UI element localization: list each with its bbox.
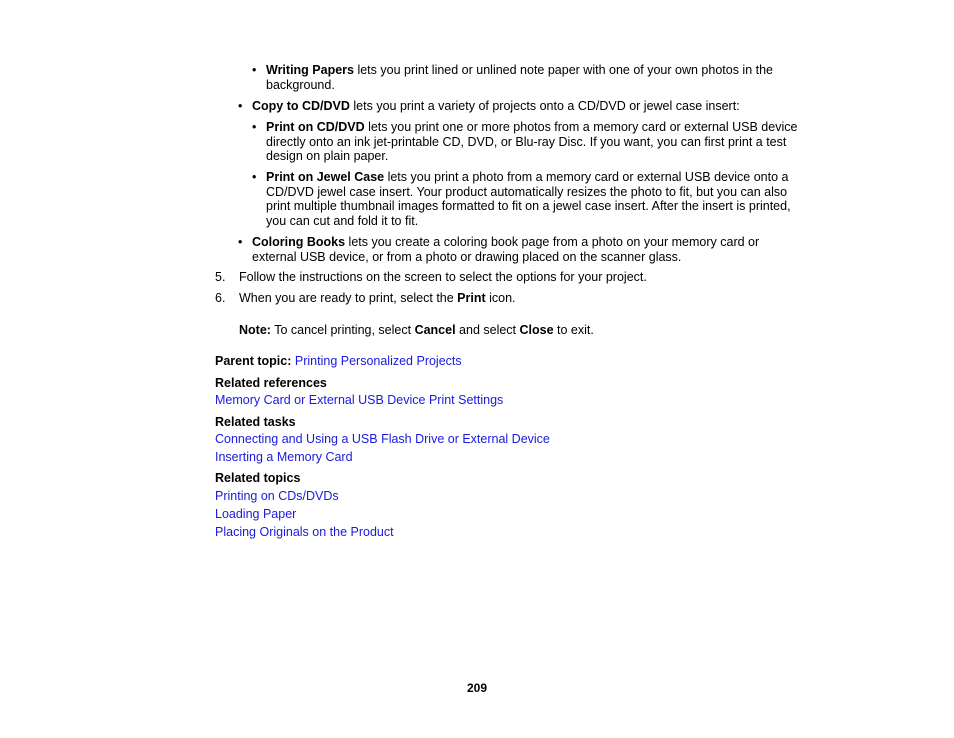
link-placing-originals[interactable]: Placing Originals on the Product <box>215 525 394 539</box>
bullet-text <box>266 63 773 92</box>
step-number: 6. <box>215 291 226 305</box>
term-jewel-case: Print on Jewel Case <box>266 170 385 184</box>
link-usb-flash-drive[interactable]: Connecting and Using a USB Flash Drive or External Device <box>215 432 550 446</box>
bullet-symbol: • <box>238 235 243 249</box>
link-loading-paper[interactable]: Loading Paper <box>215 507 297 521</box>
note-label: Note: <box>239 323 271 337</box>
print-icon-label: Print <box>457 291 486 305</box>
bullet-text <box>252 99 740 114</box>
page-number: 209 <box>466 681 488 695</box>
print-cd-desc-3: design on plain paper. <box>266 149 389 163</box>
print-cd-desc-2: directly onto an ink jet-printable CD, DVD, or Blu-ray Disc. If you want, you can first print a test <box>266 134 787 149</box>
coloring-desc-1: lets you create a coloring book page from a photo on your memory card or <box>345 235 760 249</box>
bullet-writing-papers <box>252 63 842 92</box>
note-text-3: to exit. <box>553 323 594 337</box>
bullet-print-cd <box>252 120 842 164</box>
related-topics-heading: Related topics <box>215 471 301 485</box>
writing-papers-desc-1: lets you print lined or unlined note paper with one of your own photos in the <box>353 63 774 77</box>
bullet-symbol: • <box>238 99 243 113</box>
step-5 <box>215 270 835 285</box>
note-close: Close <box>519 323 554 337</box>
bullet-symbol: • <box>252 63 257 77</box>
note-cancel: Cancel <box>414 323 456 337</box>
note-text-2: and select <box>455 323 520 337</box>
step-text <box>239 291 516 306</box>
link-printing-cds-dvds[interactable]: Printing on CDs/DVDs <box>215 489 339 503</box>
parent-topic <box>215 354 462 369</box>
jewel-case-desc-3: print multiple thumbnail images formatted to fit on a jewel case insert. After the insert is printed, <box>266 199 791 213</box>
term-copy-cd: Copy to CD/DVD <box>252 99 350 113</box>
jewel-case-desc-4: you can cut and fold it to fit. <box>266 213 419 228</box>
jewel-case-desc-2: CD/DVD jewel case insert. Your product automatically resizes the photo to fit, but you can also <box>266 184 788 199</box>
jewel-case-desc-1: lets you print a photo from a memory card or external USB device onto a <box>384 170 789 184</box>
note-text-1: To cancel printing, select <box>270 323 415 337</box>
step-6 <box>215 291 835 306</box>
note <box>239 323 594 338</box>
bullet-symbol: • <box>252 170 257 184</box>
term-coloring-books: Coloring Books <box>252 235 346 249</box>
bullet-text <box>266 170 791 228</box>
related-references-heading: Related references <box>215 376 327 390</box>
bullet-coloring-books <box>238 235 842 264</box>
step-6-text-before: When you are ready to print, select the <box>239 291 458 305</box>
bullet-copy-cd <box>238 99 838 114</box>
bullet-symbol: • <box>252 120 257 134</box>
step-number: 5. <box>215 270 226 284</box>
parent-topic-label: Parent topic: <box>215 354 292 368</box>
term-print-cd: Print on CD/DVD <box>266 120 365 134</box>
print-cd-desc-1: lets you print one or more photos from a memory card or external USB device <box>364 120 798 134</box>
link-inserting-memory-card[interactable]: Inserting a Memory Card <box>215 450 353 464</box>
bullet-text <box>266 120 797 164</box>
related-tasks-heading: Related tasks <box>215 415 296 429</box>
parent-topic-link[interactable]: Printing Personalized Projects <box>294 354 462 368</box>
term-writing-papers: Writing Papers <box>266 63 354 77</box>
writing-papers-desc-2: background. <box>266 77 335 92</box>
link-memory-card-print-settings[interactable]: Memory Card or External USB Device Print Settings <box>215 393 504 407</box>
step-text: Follow the instructions on the screen to select the options for your project. <box>239 270 647 284</box>
bullet-jewel-case <box>252 170 842 228</box>
coloring-desc-2: external USB device, or from a photo or drawing placed on the scanner glass. <box>252 249 682 264</box>
step-6-text-after: icon. <box>485 291 516 305</box>
copy-cd-desc: lets you print a variety of projects onto a CD/DVD or jewel case insert: <box>349 99 740 113</box>
bullet-text <box>252 235 759 264</box>
